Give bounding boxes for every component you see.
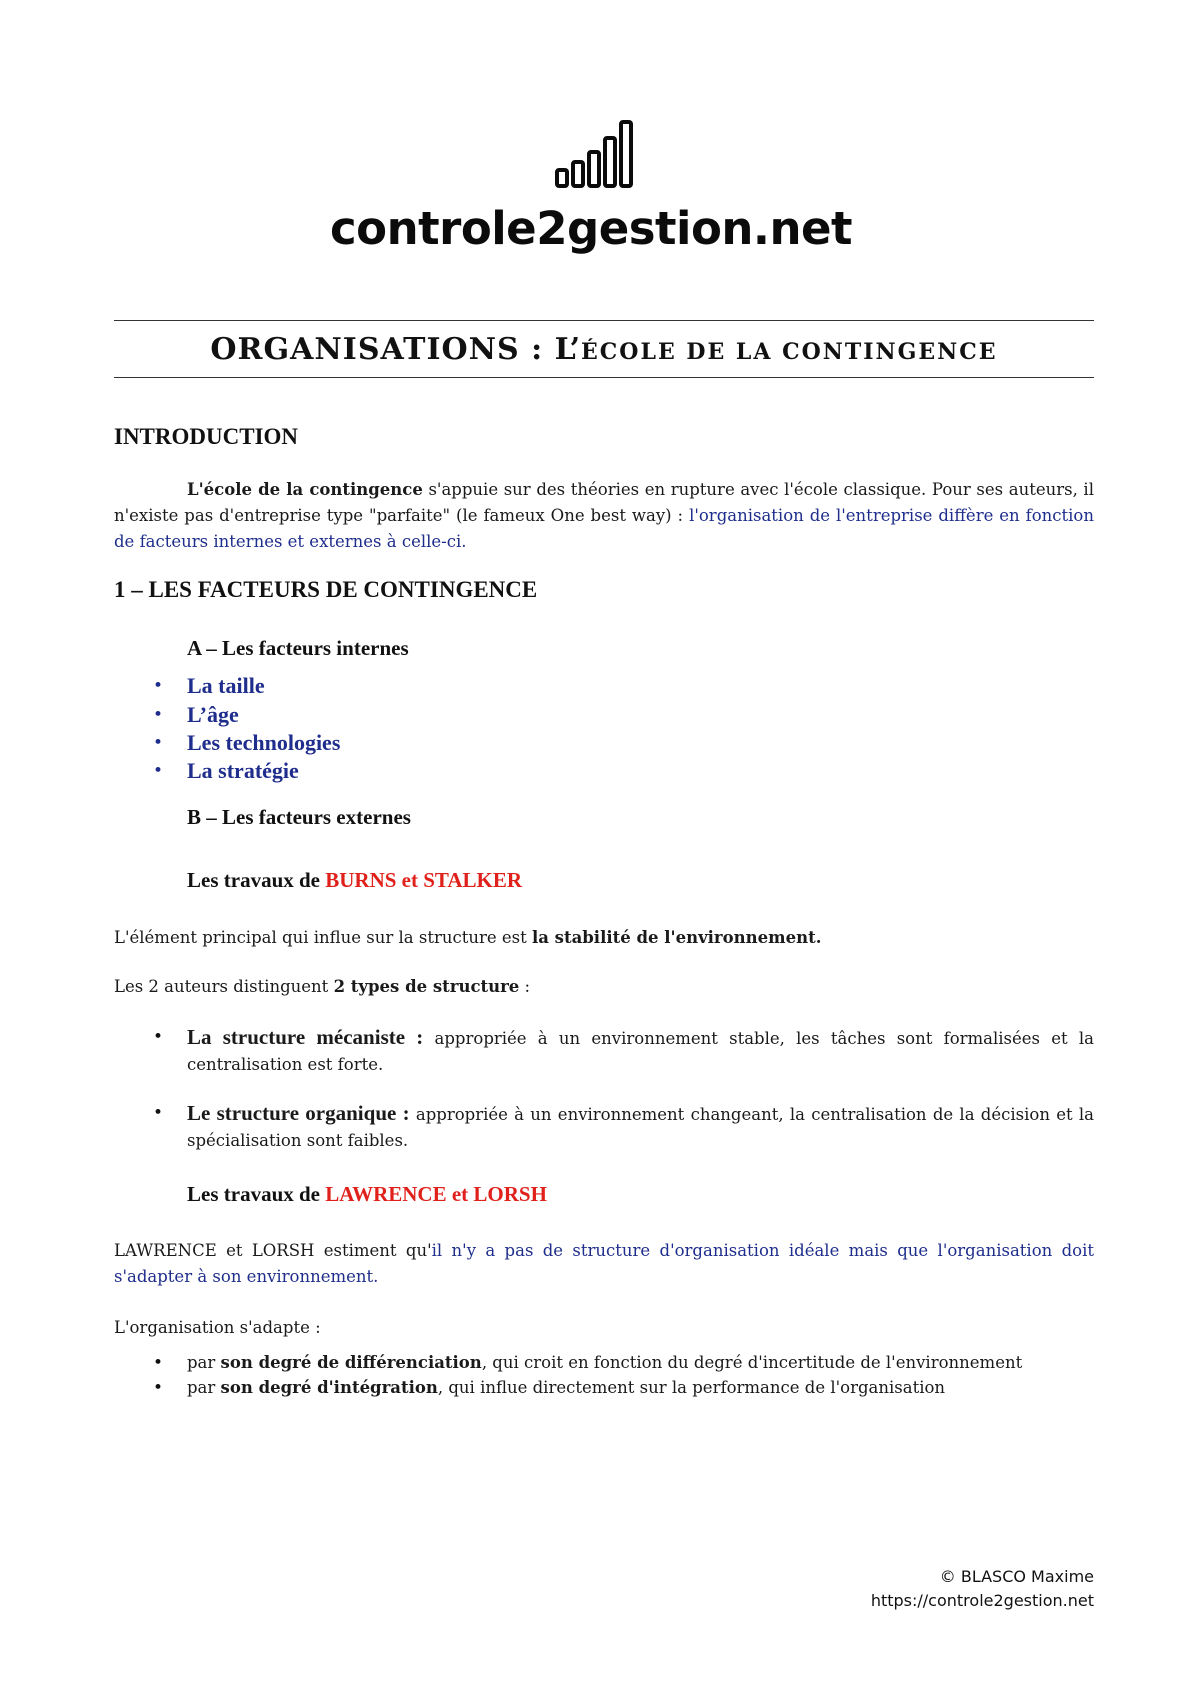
lawrence-paragraph-1 <box>114 1238 1094 1290</box>
title-main: ORGANISATIONS : L’ <box>210 332 582 367</box>
section1-heading: 1 – LES FACTEURS DE CONTINGENCE <box>114 577 538 602</box>
subheading-internal: A – Les facteurs internes <box>187 636 409 660</box>
item-bold: son degré de différenciation <box>220 1353 482 1372</box>
item-pre: par <box>187 1378 221 1397</box>
intro-term: L'école de la contingence <box>187 480 423 499</box>
lawrence-p1-text: LAWRENCE et LORSH estiment qu' <box>114 1241 432 1260</box>
item-pre: par <box>187 1353 221 1372</box>
burns-p1-text: L'élément principal qui influe sur la structure est <box>114 928 532 947</box>
list-item: La taille <box>187 673 265 698</box>
structure-item-organique <box>187 1100 1094 1154</box>
lawrence-p1-blue: il n'y a pas de structure d'organisation idéale mais que l'organisation doit s'adapter à son environnement. <box>114 1241 1094 1286</box>
list-item: La stratégie <box>187 758 299 783</box>
bullet-icon: • <box>153 1353 164 1373</box>
burns-p1-bold: la stabilité de l'environnement. <box>531 928 822 947</box>
page-footer <box>871 1565 1094 1613</box>
logo-text: controle2gestion.net <box>330 202 853 255</box>
burns-p2-end: : <box>519 977 531 996</box>
bullet-icon: • <box>153 1378 164 1398</box>
signal-bars-icon <box>555 118 645 190</box>
adaptation-item <box>187 1375 945 1401</box>
title-rule-bottom <box>114 377 1094 378</box>
bullet-icon: • <box>153 1103 164 1123</box>
bullet-icon: • <box>153 733 164 753</box>
intro-heading: INTRODUCTION <box>114 424 299 449</box>
intro-paragraph <box>114 477 1094 555</box>
burns-heading-names: BURNS et STALKER <box>325 868 523 892</box>
structure-item-mecaniste <box>187 1024 1094 1078</box>
lawrence-paragraph-2: L'organisation s'adapte : <box>114 1318 321 1337</box>
burns-paragraph-2 <box>114 974 530 1000</box>
structure-name: La structure mécaniste : <box>187 1025 424 1049</box>
structure-desc: appropriée à un environnement changeant, la centralisation de la décision et la spécialisation sont faibles. <box>187 1105 1094 1150</box>
site-logo <box>330 110 890 270</box>
subheading-external: B – Les facteurs externes <box>187 805 411 829</box>
list-item: Les technologies <box>187 730 341 755</box>
adaptation-item <box>187 1350 1022 1376</box>
lawrence-heading <box>187 1182 547 1207</box>
lawrence-heading-prefix: Les travaux de <box>187 1182 326 1206</box>
burns-p2-bold: 2 types de structure <box>333 977 520 996</box>
footer-copyright: © BLASCO Maxime <box>939 1567 1094 1586</box>
burns-p2-text: Les 2 auteurs distinguent <box>114 977 334 996</box>
document-title <box>114 332 1094 367</box>
intro-highlight: l'organisation de l'entreprise diffère en fonction de facteurs internes et externes à celle-ci. <box>114 506 1094 551</box>
bullet-icon: • <box>153 705 164 725</box>
list-item: L’âge <box>187 702 239 727</box>
structure-name: Le structure organique : <box>187 1101 410 1125</box>
item-post: , qui croit en fonction du degré d'incertitude de l'environnement <box>481 1353 1023 1372</box>
title-rest: ÉCOLE DE LA CONTINGENCE <box>581 339 998 365</box>
intro-text: s'appuie sur des théories en rupture avec l'école classique. Pour ses auteurs, il n'existe pas d'entreprise type "parfaite" (le fameux One best way) : <box>114 480 1094 525</box>
bullet-icon: • <box>153 1027 164 1047</box>
burns-paragraph-1 <box>114 925 821 951</box>
lawrence-heading-names: LAWRENCE et LORSH <box>325 1182 547 1206</box>
footer-url[interactable]: https://controle2gestion.net <box>870 1591 1094 1610</box>
bullet-icon: • <box>153 676 164 696</box>
burns-heading <box>187 868 522 893</box>
item-post: , qui influe directement sur la performance de l'organisation <box>437 1378 946 1397</box>
title-rule-top <box>114 320 1094 321</box>
structure-desc: appropriée à un environnement stable, les tâches sont formalisées et la centralisation est forte. <box>187 1029 1095 1074</box>
item-bold: son degré d'intégration <box>220 1378 438 1397</box>
bullet-icon: • <box>153 761 164 781</box>
burns-heading-prefix: Les travaux de <box>187 868 326 892</box>
